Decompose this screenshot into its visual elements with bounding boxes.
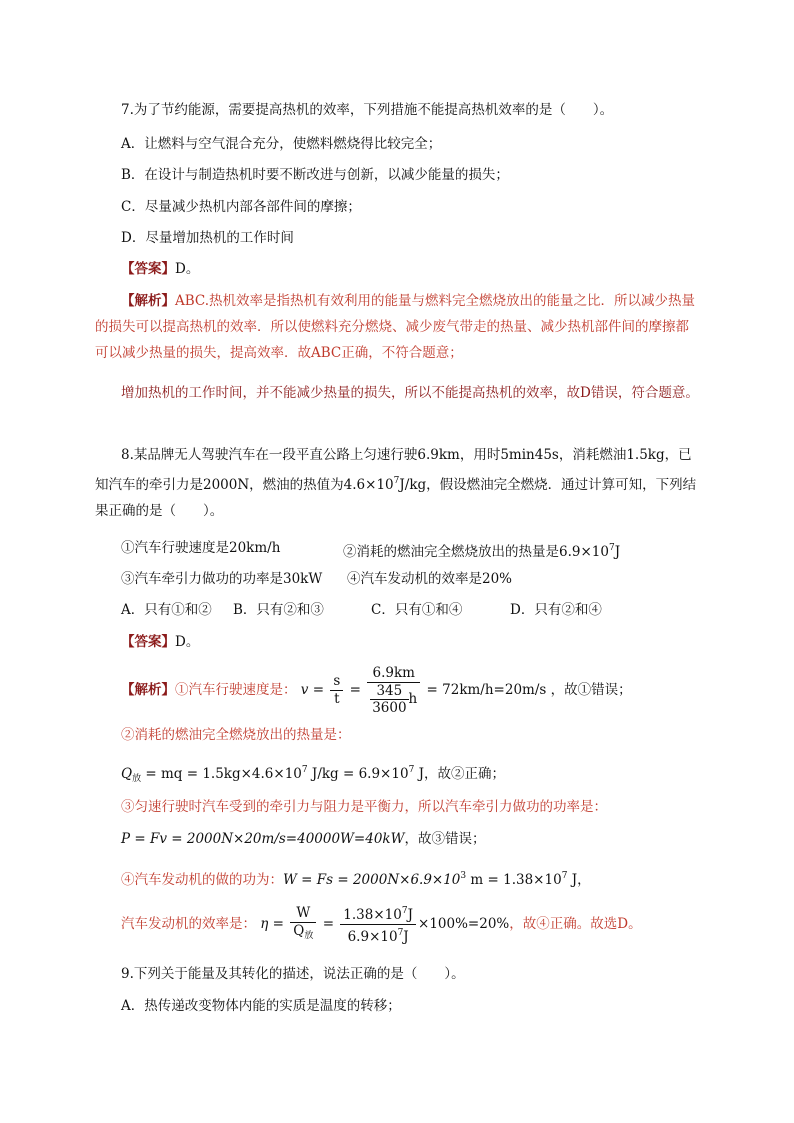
q8-item-2-text: ②消耗的燃油完全燃烧放出的热量是6.9×10 bbox=[343, 544, 609, 560]
var-Q-den bbox=[290, 923, 316, 945]
var-Q: Q bbox=[293, 922, 305, 939]
q8-item-2 bbox=[343, 538, 620, 562]
var-eta: η bbox=[260, 916, 269, 932]
speed-formula bbox=[300, 665, 551, 716]
W-over-Q bbox=[290, 905, 316, 945]
exp-2: 7 bbox=[408, 765, 415, 775]
answer-value: D。 bbox=[175, 261, 200, 277]
q7-option-b: B．在设计与制造热机时要不断改进与创新，以减少能量的损失； bbox=[121, 167, 509, 183]
work-eq-1: W = Fs = 2000N×6.9×10 bbox=[283, 872, 461, 888]
distance: 6.9km bbox=[367, 665, 420, 683]
heat-value bbox=[340, 925, 416, 946]
heat-num-exp: 7 bbox=[397, 928, 404, 938]
q8-step-3: ③匀速行驶时汽车受到的牵引力与阻力是平衡力，所以汽车牵引力做功的功率是： bbox=[121, 799, 607, 815]
var-v: v bbox=[300, 682, 309, 698]
q8-step-4 bbox=[121, 866, 591, 890]
power-eq: P = Fv = 2000N×20m/s=40000W=40kW bbox=[121, 831, 405, 847]
q7-option-d: D．尽量增加热机的工作时间 bbox=[121, 230, 294, 246]
analysis-label: 【解析】 bbox=[121, 682, 175, 698]
seconds: 345 bbox=[370, 683, 408, 700]
var-Q: Q bbox=[121, 766, 133, 782]
q8-item-4: ④汽车发动机的效率是20% bbox=[347, 571, 513, 587]
step-5-text: 汽车发动机的效率是： bbox=[121, 916, 256, 932]
q8-step-5 bbox=[121, 898, 642, 950]
q8-stem bbox=[95, 442, 700, 524]
work-num-exp: 7 bbox=[401, 906, 408, 916]
q7-answer bbox=[121, 259, 199, 279]
exp-1: 7 bbox=[301, 765, 308, 775]
q7-stem: 7.为了节约能源，需要提高热机的效率，下列措施不能提高热机效率的是（ ）。 bbox=[121, 102, 614, 118]
efficiency-fraction bbox=[340, 903, 416, 946]
q7-analysis-2: 增加热机的工作时间，并不能减少热量的损失，所以不能提高热机的效率，故D错误，符合题意。 bbox=[121, 385, 699, 401]
distance-over-time bbox=[367, 665, 420, 716]
q8-item-1: ①汽车行驶速度是20km/h bbox=[121, 540, 281, 556]
step-3-tail: ，故③错误； bbox=[404, 831, 486, 847]
inner-frac bbox=[370, 683, 408, 716]
heat-eq: = mq = 1.5kg×4.6×10 bbox=[141, 766, 302, 782]
seconds-per-hour: 3600 bbox=[372, 700, 407, 716]
q7-option-c: C．尽量减少热机内部各部件间的摩擦； bbox=[121, 199, 361, 215]
eq-sign: = bbox=[312, 682, 325, 698]
work-exp-1: 3 bbox=[460, 871, 467, 881]
q7-option-a: A．让燃料与空气混合充分，使燃料燃烧得比较完全； bbox=[121, 136, 442, 152]
q8-step-1 bbox=[121, 662, 632, 718]
eq-sign: = bbox=[268, 916, 289, 932]
q8-step-2-formula bbox=[121, 760, 505, 789]
q8-stem-part1: 8.某品牌无人驾驶汽车在一段平直公路上匀速行驶6.9km，用时5min45s，消耗燃油1.5kg，已知汽车的牵引力是2000N，燃油的热值为4.6×10 bbox=[95, 447, 692, 493]
work-value bbox=[340, 903, 416, 925]
step-1-tail: ，故①错误； bbox=[550, 682, 632, 698]
speed-result: = 72km/h=20m/s bbox=[426, 682, 547, 698]
q8-option-a: A．只有①和② bbox=[121, 602, 212, 618]
q8-item-2-unit: J bbox=[614, 544, 621, 560]
q8-option-c: C．只有①和④ bbox=[371, 602, 463, 618]
step-5-tail: ，故④正确。故选D。 bbox=[509, 916, 642, 932]
heat-unit: J bbox=[414, 766, 424, 782]
answer-label: 【答案】 bbox=[121, 634, 175, 650]
q7-analysis bbox=[95, 288, 700, 366]
var-W: W bbox=[290, 905, 316, 923]
var-s: s bbox=[330, 673, 343, 691]
hour-unit: h bbox=[408, 691, 418, 707]
work-num-unit: J bbox=[407, 907, 414, 923]
heat-mid: J/kg = 6.9×10 bbox=[307, 766, 409, 782]
q9-stem: 9.下列关于能量及其转化的描述，说法正确的是（ ）。 bbox=[121, 966, 465, 982]
eq-sign-2: = bbox=[349, 682, 361, 698]
q8-stem-part2: J/kg，假设燃油完全燃烧．通过计算可知，下列结果正确的是（ ）。 bbox=[95, 477, 697, 519]
s-over-t bbox=[330, 673, 343, 708]
work-unit: J bbox=[567, 872, 578, 888]
answer-label: 【答案】 bbox=[121, 261, 175, 277]
q8-step-3-formula bbox=[121, 829, 485, 849]
step-4-text: ④汽车发动机的做的功为： bbox=[121, 872, 283, 888]
answer-value: D。 bbox=[175, 634, 200, 650]
work-eq-2: m = 1.38×10 bbox=[466, 872, 562, 888]
step-1-text: ①汽车行驶速度是： bbox=[175, 682, 297, 698]
q8-item-3: ③汽车牵引力做功的功率是30kW bbox=[121, 571, 323, 587]
q8-step-2: ②消耗的燃油完全燃烧放出的热量是： bbox=[121, 727, 351, 743]
var-t: t bbox=[334, 691, 340, 707]
q8-stem-exp: 7 bbox=[393, 476, 400, 486]
q9-option-a: A．热传递改变物体内能的实质是温度的转移； bbox=[121, 998, 401, 1014]
step-2-tail: ，故②正确； bbox=[424, 766, 505, 782]
time-fraction bbox=[367, 683, 420, 716]
analysis-text: ABC.热机效率是指热机有效利用的能量与燃料完全燃烧放出的能量之比．所以减少热量的损失可以提高热机的效率．所以使燃料充分燃烧、减少废气带走的热量、减少热机部件间的摩擦都可以减少热量的损失，提高效率．故ABC正确，不符合题意； bbox=[95, 293, 696, 361]
work-exp-2: 7 bbox=[561, 871, 568, 881]
q8-item-2-exp: 7 bbox=[608, 543, 615, 553]
step-4-tail: ， bbox=[577, 872, 591, 888]
var-Q-sub: 放 bbox=[132, 774, 142, 784]
heat-num: 6.9×10 bbox=[347, 929, 398, 945]
q8-option-b: B．只有②和③ bbox=[233, 602, 324, 618]
eq-sign-2: = bbox=[322, 916, 334, 932]
q8-answer bbox=[121, 632, 199, 652]
work-num: 1.38×10 bbox=[343, 907, 402, 923]
var-Q-sub: 放 bbox=[304, 930, 314, 941]
heat-num-unit: J bbox=[403, 929, 409, 945]
q8-option-d: D．只有②和④ bbox=[510, 602, 602, 618]
efficiency-result: ×100%=20% bbox=[418, 916, 510, 932]
analysis-label: 【解析】 bbox=[121, 293, 175, 309]
